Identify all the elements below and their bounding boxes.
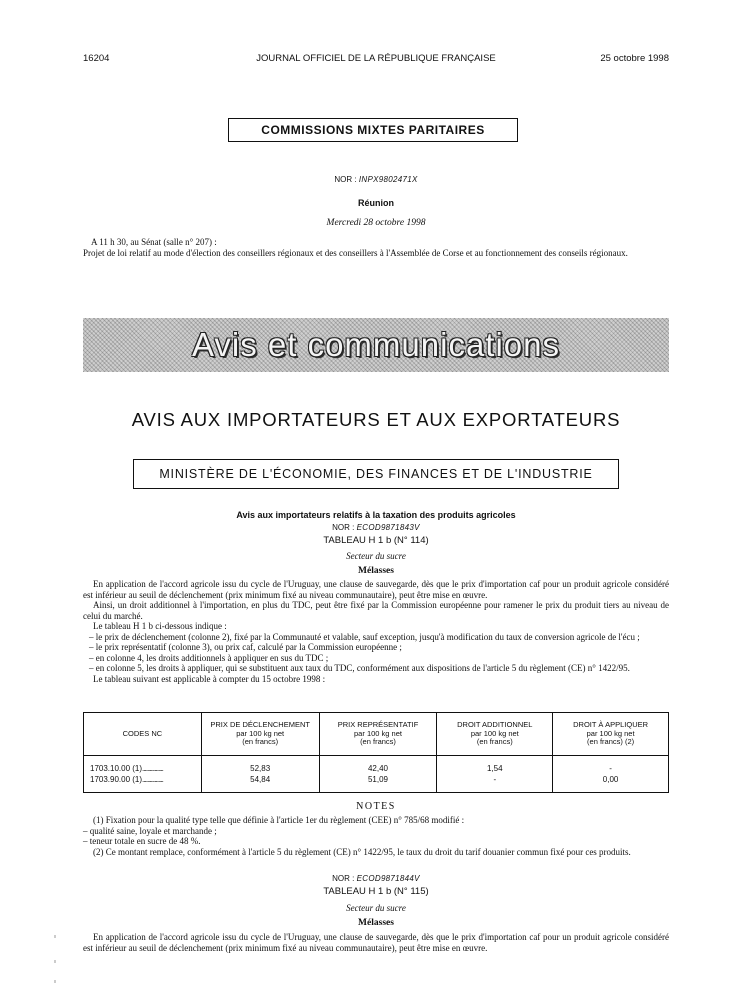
- secteur-2: Secteur du sucre: [346, 903, 406, 913]
- cmp-date: Mercredi 28 octobre 1998: [326, 218, 426, 228]
- section-banner: [83, 318, 669, 372]
- cmp-line-1: A 11 h 30, au Sénat (salle n° 207) :: [91, 237, 217, 247]
- list-item: – le prix représentatif (colonne 3), ou prix caf, calculé par la Commission européenne ;: [89, 642, 402, 652]
- notes-body: [83, 815, 669, 857]
- avis-nor-2: [83, 874, 669, 883]
- scan-margin-marks: [52, 930, 58, 990]
- tariff-table: [83, 712, 669, 793]
- secteur-1: Secteur du sucre: [346, 551, 406, 561]
- header-codes-nc: CODES NC: [84, 713, 202, 756]
- nor-label: NOR :: [332, 874, 355, 883]
- note-1: (1) Fixation pour la qualité type telle que définie à l'article 1er du règlement (CEE) n° 785/68 modifié :: [93, 815, 465, 825]
- cell-droit-additionnel: 1,54 -: [437, 756, 553, 793]
- list-item: – en colonne 4, les droits additionnels à appliquer en sus du TDC ;: [89, 652, 329, 663]
- avis-paragraph-4: Le tableau suivant est applicable à compter du 15 octobre 1998 :: [93, 673, 326, 684]
- melasses-2: Mélasses: [358, 918, 394, 928]
- cmp-body: [83, 237, 669, 258]
- note-1a: – qualité saine, loyale et marchande ;: [83, 825, 217, 836]
- page-header: [83, 53, 669, 67]
- cell-prix-declenchement: 52,83 54,84: [201, 756, 319, 793]
- note-1b: – teneur totale en sucre de 48 %.: [83, 836, 201, 846]
- header-prix-representatif: PRIX REPRÉSENTATIF par 100 kg net (en francs): [319, 713, 437, 756]
- header-droit-appliquer: DROIT À APPLIQUER par 100 kg net (en francs) (2): [553, 713, 669, 756]
- second-paragraph-1: En application de l'accord agricole issu du cycle de l'Uruguay, une clause de sauvegarde, dès que le prix d'importation caf pour un produit agricole considéré est inférieur au seuil de déclenchement (prix minimum fixé au niveau communautaire), peut être mise en œuvre.: [83, 932, 669, 953]
- table-row: [84, 756, 669, 793]
- tableau-title-2: TABLEAU H 1 b (N° 115): [323, 886, 429, 897]
- nor-label: NOR :: [332, 523, 355, 532]
- header-prix-declenchement: PRIX DE DÉCLENCHEMENT par 100 kg net (en francs): [201, 713, 319, 756]
- table-header-row: [84, 713, 669, 756]
- avis-subtitle: Avis aux importateurs relatifs à la taxation des produits agricoles: [236, 510, 516, 520]
- issue-date: 25 octobre 1998: [600, 53, 669, 64]
- nor-code: ECOD9871843V: [356, 523, 420, 532]
- avis-paragraph-1: En application de l'accord agricole issu du cycle de l'Uruguay, une clause de sauvegarde, dès que le prix d'importation caf pour un produit agricole considéré est inférieur au seuil de déclenchement (prix minimum fixé au niveau communautaire), peut être mise en œuvre.: [83, 579, 669, 600]
- cell-droit-appliquer: - 0,00: [553, 756, 669, 793]
- cmp-reunion: Réunion: [358, 198, 394, 208]
- ministry-title: MINISTÈRE DE L'ÉCONOMIE, DES FINANCES ET DE L'INDUSTRIE: [133, 459, 619, 489]
- note-2: (2) Ce montant remplace, conformément à l'article 5 du règlement (CE) n° 1422/95, le taux du droit du tarif douanier commun fixé pour ces produits.: [93, 846, 631, 857]
- header-droit-additionnel: DROIT ADDITIONNEL par 100 kg net (en francs): [437, 713, 553, 756]
- cell-prix-representatif: 42,40 51,09: [319, 756, 437, 793]
- notes-title: NOTES: [356, 801, 396, 812]
- avis-body: [83, 579, 669, 684]
- banner-title: Avis et communications: [191, 326, 561, 363]
- cmp-line-2: Projet de loi relatif au mode d'élection des conseillers régionaux et des conseillers à l'Assemblée de Corse et au fonctionnement des conseils régionaux.: [83, 247, 628, 258]
- nor-label: NOR :: [334, 175, 357, 184]
- journal-title: JOURNAL OFFICIEL DE LA RÉPUBLIQUE FRANÇAISE: [256, 53, 496, 64]
- cmp-section-title: COMMISSIONS MIXTES PARITAIRES: [228, 118, 518, 142]
- avis-title: AVIS AUX IMPORTATEURS ET AUX EXPORTATEURS: [131, 409, 621, 430]
- list-item: – en colonne 5, les droits à appliquer, qui se substituent aux taux du TDC, conformément aux dispositions de l'article 5 du règlement (CE) n° 1422/95.: [89, 663, 630, 673]
- avis-paragraph-2: Ainsi, un droit additionnel à l'importation, en plus du TDC, peut être fixé par la Commission européenne pour ramener le prix du produit tiers au niveau de celui du marché.: [83, 600, 669, 621]
- tableau-title-1: TABLEAU H 1 b (N° 114): [323, 535, 429, 546]
- cell-codes: 1703.10.00 (1)................. 1703.90.00 (1).................: [84, 756, 202, 793]
- page-number: 16204: [83, 53, 110, 64]
- second-body: [83, 932, 669, 953]
- list-item: – le prix de déclenchement (colonne 2), fixé par la Communauté et valable, sauf exception, jusqu'à modification du taux de conversion agricole de l'écu ;: [89, 631, 640, 642]
- avis-list: [83, 632, 669, 674]
- cmp-nor: [83, 175, 669, 184]
- avis-nor-1: [83, 523, 669, 532]
- nor-code: ECOD9871844V: [356, 874, 420, 883]
- melasses-1: Mélasses: [358, 566, 394, 576]
- nor-code: INPX9802471X: [358, 175, 418, 184]
- avis-paragraph-3: Le tableau H 1 b ci-dessous indique :: [93, 621, 227, 631]
